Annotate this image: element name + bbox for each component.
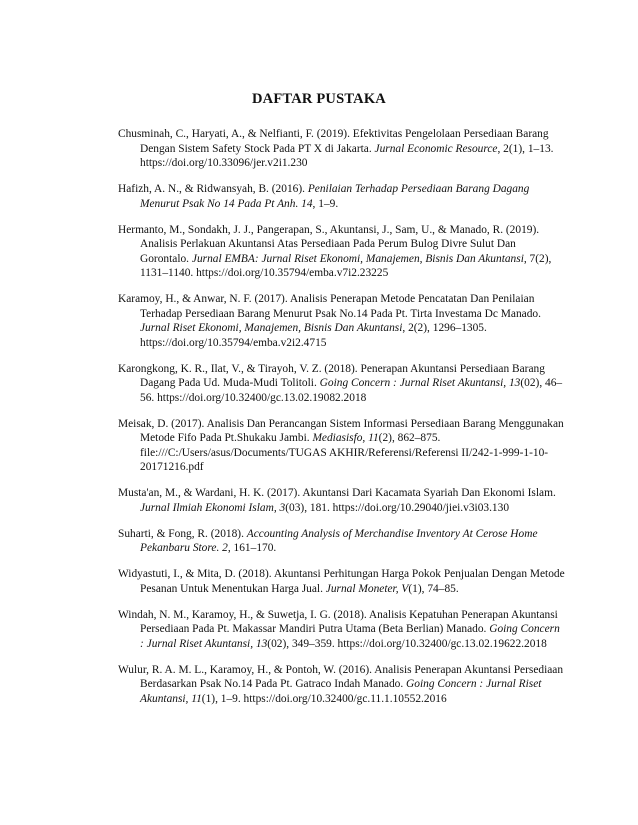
reference-entry [118,663,566,707]
reference-entry [118,182,566,211]
reference-text: Wulur, R. A. M. L., Karamoy, H., & Pontoh, W. (2016). Analisis Penerapan Akuntansi Persediaan Berdasarkan Psak No.14 Pada Pt. Gatraco Indah Manado. [118,663,564,690]
reference-text: (02), 46–56. https://doi.org/10.32400/gc.13.02.19082.2018 [140,377,563,404]
reference-source-title: Jurnal Ilmiah Ekonomi Islam, 3 [140,501,286,514]
reference-source-title: Penilaian Terhadap Persediaan Barang Dagang Menurut Psak No 14 Pada Pt Anh. 14 [140,183,530,210]
reference-text: , 1–9. [312,197,339,210]
reference-text: Chusminah, C., Haryati, A., & Nelfianti, F. (2019). Efektivitas Pengelolaan Persediaan Barang Dengan Sistem Safety Stock Pada PT X di Jakarta. [118,128,549,155]
reference-entry [118,362,566,406]
reference-entry [118,527,566,556]
reference-text: (1), 74–85. [408,582,459,595]
reference-entry [118,567,566,596]
reference-text: Suharti, & Fong, R. (2018). [118,527,247,540]
reference-text: , 2(2), 1296–1305. https://doi.org/10.35794/emba.v2i2.4715 [140,322,487,349]
reference-text: Widyastuti, I., & Mita, D. (2018). Akuntansi Perhitungan Harga Pokok Penjualan Dengan Metode Pesanan Untuk Menentukan Harga Jual. [118,568,565,595]
reference-source-title: Mediasisfo, 11 [312,432,379,444]
reference-text: (2), 862–875. file:///C:/Users/asus/Documents/TUGAS AKHIR/Referensi/Referensi II/242-1-999-1-10-20171216.pdf [140,432,549,473]
reference-text: (1), 1–9. https://doi.org/10.32400/gc.11.1.10552.2016 [201,692,447,705]
reference-text: (03), 181. https://doi.org/10.29040/jiei.v3i03.130 [285,501,510,514]
reference-source-title: Jurnal EMBA: Jurnal Riset Ekonomi, Manajemen, Bisnis Dan Akuntansi [191,252,524,265]
reference-list [118,127,566,718]
reference-text: Karamoy, H., & Anwar, N. F. (2017). Analisis Penerapan Metode Pencatatan Dan Penilaian Terhadap Persediaan Barang Menurut Psak No.14 Pada Pt. Tirta Investama Dc Manado. [118,293,541,320]
reference-entry [118,417,566,475]
reference-source-title: Going Concern : Jurnal Riset Akuntansi, 11 [140,678,542,705]
reference-text: , 161–170. [227,542,277,554]
reference-source-title: Jurnal Economic Resource [374,142,498,155]
reference-entry [118,292,566,350]
reference-text: , 7(2), 1131–1140. https://doi.org/10.35794/emba.v7i2.23225 [140,252,552,279]
reference-text: Musta'an, M., & Wardani, H. K. (2017). Akuntansi Dari Kacamata Syariah Dan Ekonomi Islam. [118,487,556,499]
reference-entry [118,486,566,515]
reference-source-title: Jurnal Moneter, V [325,582,409,595]
reference-text: Karongkong, K. R., Ilat, V., & Tirayoh, V. Z. (2018). Penerapan Akuntansi Persediaan Barang Dagang Pada Ud. Muda-Mudi Tolitoli. [118,362,545,389]
reference-source-title: Going Concern : Jurnal Riset Akuntansi, 13 [140,623,560,650]
reference-source-title: Accounting Analysis of Merchandise Inventory At Cerose Home Pekanbaru Store. 2 [140,527,538,554]
reference-text: (02), 349–359. https://doi.org/10.32400/gc.13.02.19622.2018 [267,637,547,650]
reference-text: Windah, N. M., Karamoy, H., & Suwetja, I. G. (2018). Analisis Kepatuhan Penerapan Akuntansi Persediaan Pada Pt. Makassar Mandiri Putra Utama (Beta Berlian) Manado. [118,608,558,635]
page-title: DAFTAR PUSTAKA [252,91,386,107]
reference-entry [118,127,566,171]
reference-source-title: Going Concern : Jurnal Riset Akuntansi, 13 [319,377,521,389]
reference-text: Meisak, D. (2017). Analisis Dan Perancangan Sistem Informasi Persediaan Barang Menggunakan Metode Fifo Pada Pt.Shukaku Jambi. [118,417,564,444]
reference-entry [118,223,566,281]
reference-text: Hafizh, A. N., & Ridwansyah, B. (2016). [118,183,308,195]
reference-text: Hermanto, M., Sondakh, J. J., Pangerapan, S., Akuntansi, J., Sam, U., & Manado, R. (2019). Analisis Perlakuan Akuntansi Atas Persediaan Pada Perum Bulog Divre Sulut Dan Gorontalo. [118,223,540,265]
reference-entry [118,608,566,652]
reference-text: , 2(1), 1–13. https://doi.org/10.33096/jer.v2i1.230 [140,142,554,169]
reference-source-title: Jurnal Riset Ekonomi, Manajemen, Bisnis Dan Akuntansi [140,322,403,334]
